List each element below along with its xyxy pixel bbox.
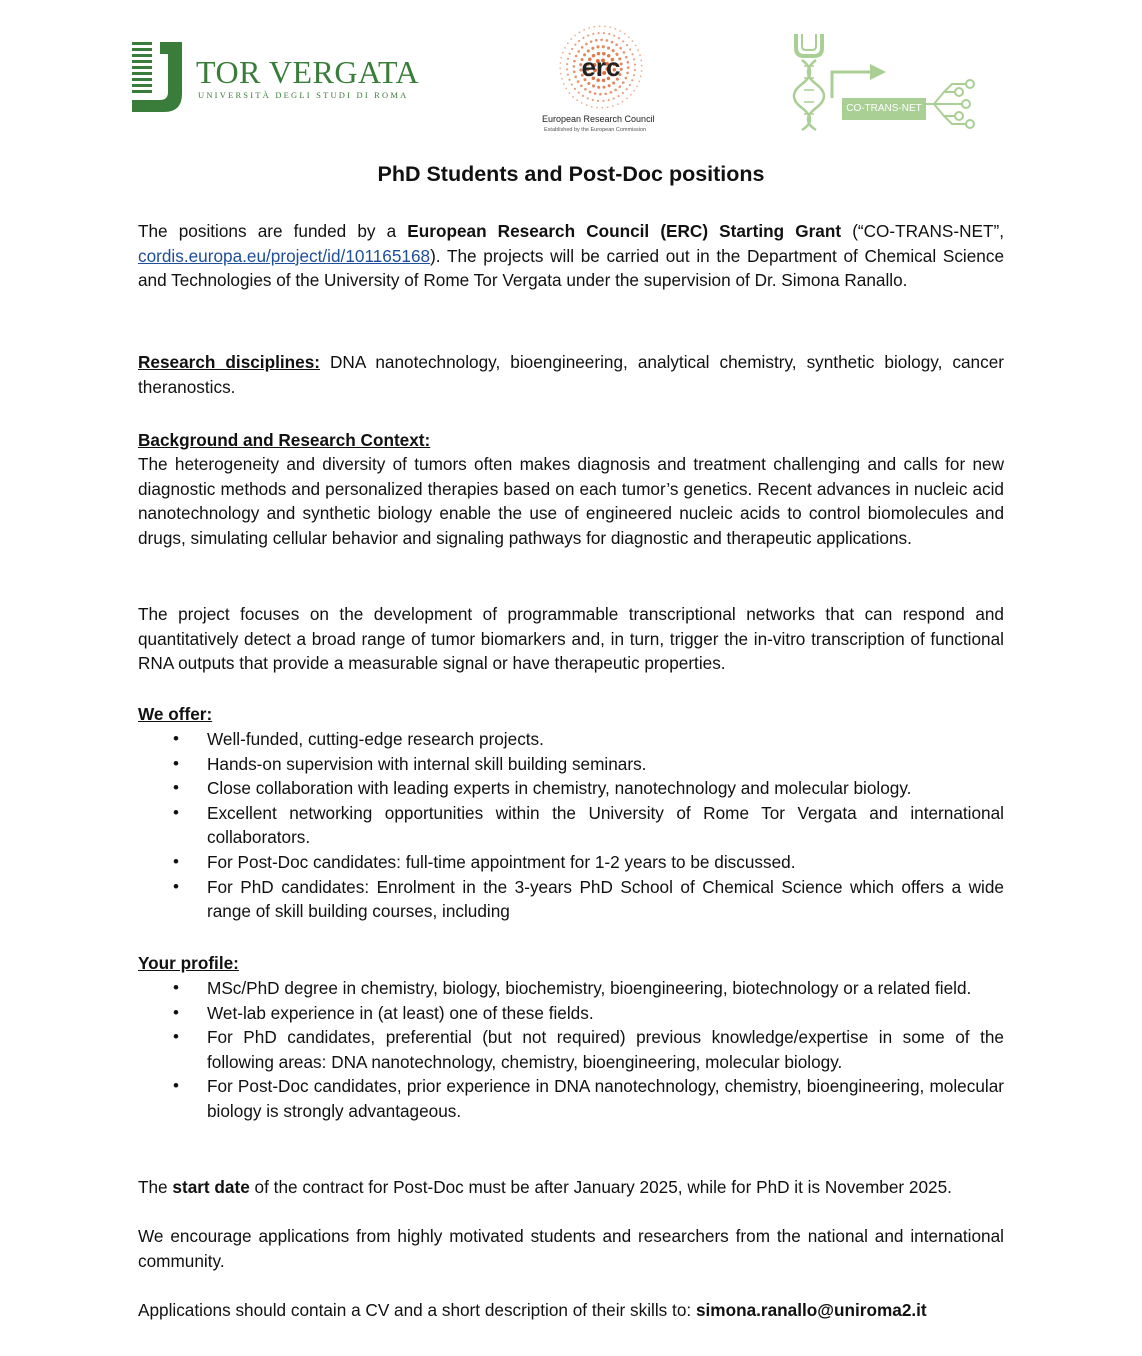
erc-dot	[613, 35, 615, 37]
profile-heading-text: Your profile:	[138, 953, 239, 973]
bullet-icon: •	[173, 753, 179, 773]
erc-dot	[574, 88, 576, 90]
offer-item-text: For PhD candidates: Enrolment in the 3-years PhD School of Chemical Science which offers a wide range of skill building courses, including	[207, 876, 1004, 922]
erc-dot	[572, 65, 575, 68]
start-date-label: start date	[172, 1177, 250, 1197]
profile-item-text: Wet-lab experience in (at least) one of these fields.	[207, 1002, 594, 1023]
apply-paragraph	[138, 1298, 1004, 1323]
intro-text-3: ). The projects will be carried out in the Department of Chemical Science and Technologies of the University of Rome Tor Vergata under the supervision of Dr. Simona Ranallo.	[138, 245, 1004, 291]
erc-dot	[560, 57, 562, 59]
erc-dot	[633, 58, 635, 60]
list-item	[138, 727, 1004, 752]
tor-vergata-name: TOR VERGATA	[196, 54, 420, 90]
background-heading	[138, 428, 1004, 453]
erc-dot	[613, 97, 615, 99]
intro-text-2: (“CO-TRANS-NET”,	[841, 221, 1004, 241]
erc-dot	[623, 51, 626, 54]
co-trans-net-label: CO-TRANS-NET	[842, 98, 926, 120]
disciplines-heading: Research disciplines:	[138, 352, 320, 372]
erc-dot	[631, 79, 633, 81]
erc-subtitle: Established by the European Commission	[544, 127, 647, 133]
bullet-icon: •	[173, 978, 179, 997]
list-item	[138, 776, 1004, 801]
profile-item-text: MSc/PhD degree in chemistry, biology, biochemistry, bioengineering, biotechnology or a related field.	[207, 978, 972, 998]
disciplines-text: DNA nanotechnology, bioengineering, analytical chemistry, synthetic biology, cancer theranostics.	[138, 352, 1004, 397]
erc-dot	[614, 89, 617, 92]
erc-dot	[585, 43, 588, 46]
erc-dot	[580, 84, 583, 87]
erc-dot	[622, 101, 624, 103]
erc-dot	[594, 92, 597, 95]
erc-dot	[592, 99, 594, 101]
erc-dot	[606, 39, 609, 42]
erc-dot	[587, 82, 590, 85]
erc-dot	[622, 40, 624, 42]
erc-dot	[566, 63, 568, 65]
erc-dot	[583, 29, 585, 31]
co-trans-net-logo	[792, 30, 977, 135]
bullet-icon: •	[173, 876, 179, 896]
list-item	[138, 1074, 1004, 1123]
erc-dot	[635, 45, 637, 47]
erc-dot	[591, 106, 593, 108]
erc-dot	[568, 79, 570, 81]
bullet-icon: •	[173, 1076, 179, 1096]
bullet-icon: •	[173, 729, 179, 748]
erc-dot	[609, 26, 611, 28]
erc-dot	[608, 84, 611, 87]
erc-dot	[608, 99, 610, 101]
erc-dot	[571, 83, 573, 85]
offer-item-text: Well-funded, cutting-edge research projects.	[207, 729, 544, 749]
erc-dot	[604, 92, 607, 95]
erc-dot	[574, 76, 577, 79]
erc-dot	[595, 39, 598, 42]
erc-dot	[628, 36, 630, 38]
erc-dot	[582, 37, 584, 39]
erc-dot	[567, 58, 569, 60]
erc-dot	[617, 95, 619, 97]
erc-dot	[602, 86, 605, 89]
erc-dot	[593, 26, 595, 28]
erc-dot	[575, 55, 578, 58]
erc-dot	[582, 95, 584, 97]
erc-dot	[604, 26, 606, 28]
erc-dot	[574, 44, 576, 46]
erc-dot	[641, 65, 643, 67]
tor-vergata-logo	[130, 40, 440, 116]
erc-dot	[592, 84, 595, 87]
profile-heading	[138, 951, 1004, 976]
erc-dot	[630, 94, 632, 96]
erc-dot	[569, 92, 571, 94]
erc-dot	[573, 60, 576, 63]
erc-dot	[596, 107, 598, 109]
offer-heading-text: We offer:	[138, 704, 213, 724]
erc-dot	[637, 49, 639, 51]
erc-dot	[610, 91, 613, 94]
erc-dot	[565, 88, 567, 90]
erc-dot	[571, 48, 573, 50]
erc-dot	[618, 85, 621, 88]
list-item	[138, 875, 1004, 924]
list-item	[138, 850, 1004, 875]
list-item	[138, 752, 1004, 777]
cordis-link[interactable]: cordis.europa.eu/project/id/101165168	[138, 245, 431, 266]
erc-dot	[588, 27, 590, 29]
erc-dot	[631, 53, 633, 55]
erc-dot	[581, 46, 584, 49]
offer-item-text: For Post-Doc candidates: full-time appointment for 1-2 years to be discussed.	[207, 851, 796, 872]
erc-dot	[632, 40, 634, 42]
erc-dot	[640, 75, 642, 77]
start-date-paragraph	[138, 1175, 1004, 1200]
erc-dot	[636, 85, 638, 87]
erc-dot	[633, 74, 635, 76]
bullet-icon: •	[173, 802, 179, 822]
background-paragraph-1: The heterogeneity and diversity of tumors often makes diagnosis and treatment challenging and calls for new diagnostic methods and personalized therapies based on each tumor’s genetics. Recent advances in nucleic acid nanotechnology and synthetic biology enable the use of engineered nucleic acids to control biomolecules and drugs, simulating cellular behavior and signaling pathways for diagnostic and therapeutic applications.	[138, 454, 1004, 548]
erc-dot	[596, 45, 599, 48]
background-paragraph-2: The project focuses on the development of programmable transcriptional networks that can respond and quantitatively detect a broad range of tumor biomarkers and, in turn, trigger the in-vitro transcription of functional RNA outputs that provide a measurable signal or have therapeutic properties.	[138, 604, 1004, 674]
erc-dot	[619, 30, 621, 32]
erc-dot	[577, 50, 580, 53]
erc-dot	[607, 106, 609, 108]
erc-dot	[639, 54, 641, 56]
erc-dot	[612, 105, 614, 107]
erc-dot	[599, 25, 601, 27]
grant-name: European Research Council (ERC) Starting Grant	[407, 221, 842, 241]
erc-dot	[563, 83, 565, 85]
erc-dot	[591, 47, 594, 50]
erc-dot	[574, 35, 576, 37]
bullet-icon: •	[173, 851, 179, 871]
erc-dot	[597, 32, 599, 34]
erc-dot	[589, 91, 592, 94]
disciplines-paragraph	[138, 350, 1004, 399]
erc-dot	[626, 72, 629, 75]
erc-dot	[566, 68, 568, 70]
erc-dot	[597, 100, 599, 102]
erc-dot	[607, 46, 610, 49]
erc-dot	[590, 40, 593, 43]
erc-dot	[578, 40, 580, 42]
erc-dot	[578, 92, 580, 94]
erc-mark: erc	[581, 52, 621, 82]
erc-dot	[641, 70, 643, 72]
erc-dot	[567, 74, 569, 76]
erc-dot	[626, 88, 628, 90]
page-title: PhD Students and Post-Doc positions	[377, 162, 765, 186]
erc-dot	[564, 47, 566, 49]
erc-dot	[567, 42, 569, 44]
background-heading-text: Background and Research Context:	[138, 430, 431, 450]
bullet-icon: •	[173, 778, 179, 798]
erc-dot	[640, 59, 642, 61]
offer-item-text: Hands-on supervision with internal skill building seminars.	[207, 753, 647, 774]
erc-dot	[602, 45, 605, 48]
erc-dot	[625, 56, 628, 59]
erc-dot	[586, 104, 588, 106]
erc-dot	[615, 43, 618, 46]
start-text-1: The	[138, 1177, 173, 1197]
offer-heading	[138, 702, 1004, 727]
erc-dot	[629, 84, 631, 86]
erc-dot	[570, 38, 572, 40]
erc-dot	[560, 73, 562, 75]
erc-dot	[581, 102, 583, 104]
erc-dot	[626, 98, 628, 100]
erc-dot	[615, 28, 617, 30]
erc-dot	[634, 69, 636, 71]
erc-dot	[622, 92, 624, 94]
erc-dot	[603, 32, 605, 34]
erc-dot	[576, 99, 578, 101]
logo-header	[0, 0, 1142, 150]
erc-dot	[592, 33, 594, 35]
erc-dot	[587, 34, 589, 36]
erc-dot	[560, 62, 562, 64]
erc-dot	[633, 90, 635, 92]
list-item	[138, 1025, 1004, 1074]
erc-dot	[562, 52, 564, 54]
erc-dot	[559, 67, 561, 69]
erc-dot	[617, 103, 619, 105]
erc-dot	[572, 96, 574, 98]
erc-dot	[627, 66, 630, 69]
offer-item-text: Close collaboration with leading experts in chemistry, nanotechnology and molecular biology.	[207, 778, 912, 799]
erc-dot	[622, 81, 625, 84]
erc-dot	[569, 53, 571, 55]
list-item	[138, 1001, 1004, 1026]
offer-item-text: Excellent networking opportunities within the University of Rome Tor Vergata and international collaborators.	[207, 802, 1004, 848]
erc-dot	[599, 93, 602, 96]
erc-dot	[611, 41, 614, 44]
erc-dot	[579, 31, 581, 33]
profile-item-text: For PhD candidates, preferential (but not required) previous knowledge/expertise in some of the following areas: DNA nanotechnology, chemistry, bioengineering, molecular biology.	[207, 1027, 1004, 1072]
erc-dot	[638, 81, 640, 83]
erc-name: European Research Council	[542, 114, 655, 124]
erc-dot	[619, 47, 622, 50]
apply-text: Applications should contain a CV and a short description of their skills to:	[138, 1300, 696, 1320]
start-text-2: of the contract for Post-Doc must be after January 2025, while for PhD it is November 2025.	[249, 1177, 952, 1197]
erc-dot	[587, 97, 589, 99]
erc-dot	[634, 63, 636, 65]
encourage-paragraph: We encourage applications from highly motivated students and researchers from the national and international community.	[138, 1226, 1004, 1271]
bullet-icon: •	[173, 1027, 179, 1047]
erc-dot	[584, 88, 587, 91]
erc-dot	[624, 33, 626, 35]
offer-list	[138, 727, 1004, 924]
erc-dot	[561, 78, 563, 80]
erc-dot	[626, 61, 629, 64]
erc-logo	[530, 20, 670, 140]
erc-dot	[601, 107, 603, 109]
erc-dot	[600, 38, 603, 41]
contact-email-link[interactable]: simona.ranallo@uniroma2.it	[695, 1300, 927, 1320]
erc-dot-sphere-icon	[558, 24, 644, 110]
erc-dot	[626, 44, 628, 46]
erc-dot	[625, 77, 628, 80]
erc-dot	[618, 37, 620, 39]
erc-dot	[577, 80, 580, 83]
list-item	[138, 801, 1004, 850]
erc-dot	[602, 100, 604, 102]
tor-vergata-emblem-icon	[130, 40, 190, 114]
profile-item-text: For Post-Doc candidates, prior experience in DNA nanotechnology, chemistry, bioengineering, molecular biology is strongly advantageous.	[207, 1076, 1004, 1121]
bullet-icon: •	[173, 1002, 179, 1022]
erc-dot	[573, 70, 576, 73]
profile-list	[138, 976, 1004, 1124]
intro-text-1: The positions are funded by a	[138, 221, 408, 241]
erc-dot	[597, 86, 600, 89]
erc-dot	[608, 33, 610, 35]
intro-paragraph	[138, 219, 1004, 293]
erc-dot	[629, 48, 631, 50]
list-item	[138, 976, 1004, 1001]
tor-vergata-subtitle: UNIVERSITÀ DEGLI STUDI DI ROMA	[198, 90, 409, 100]
